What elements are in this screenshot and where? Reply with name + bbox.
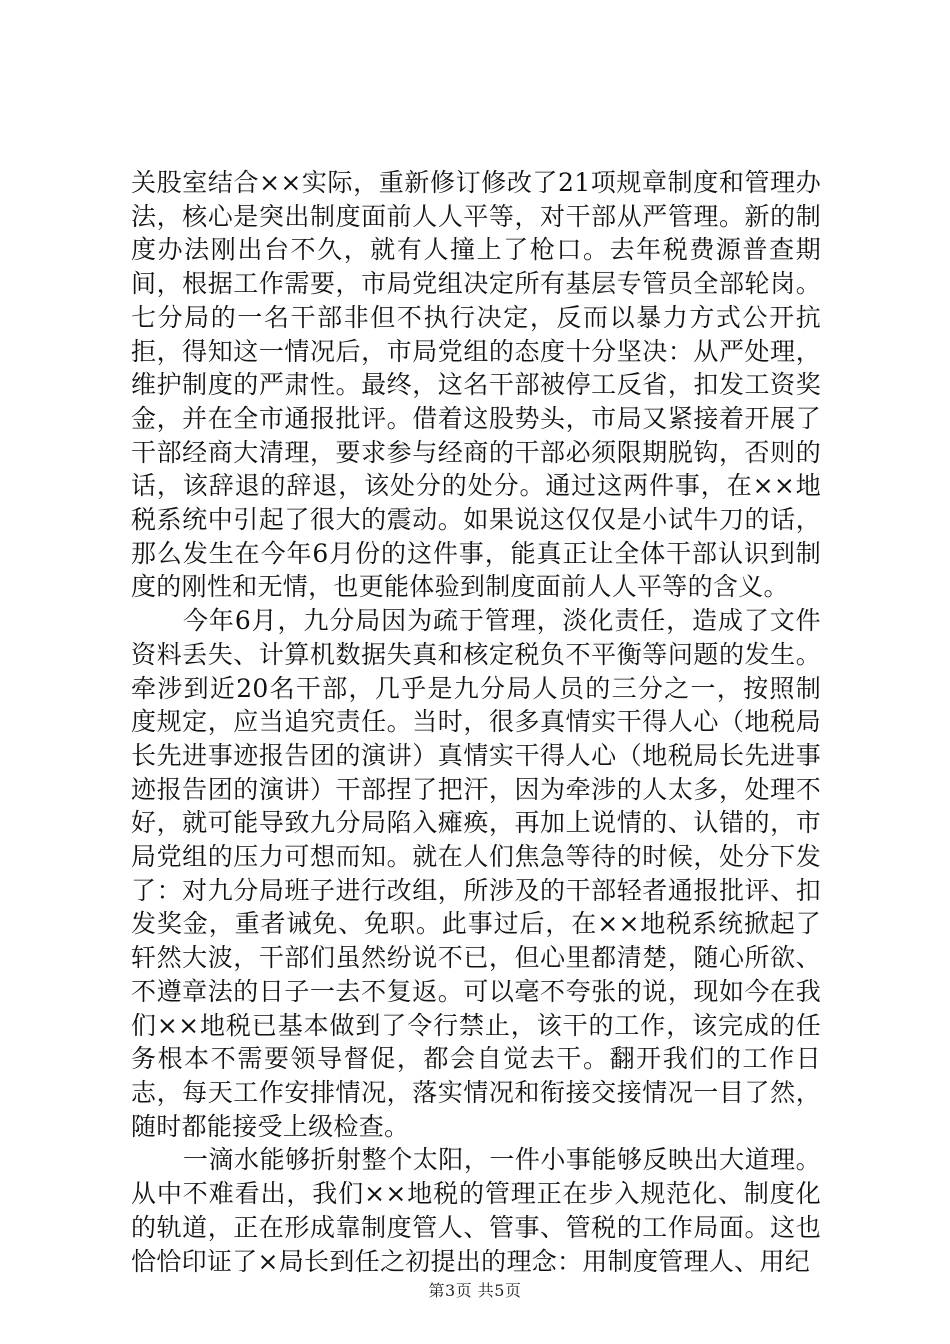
document-body xyxy=(131,166,821,1278)
paragraph-1: 关股室结合××实际，重新修订修改了21项规章制度和管理办法，核心是突出制度面前人人平等，对干部从严管理。新的制度办法刚出台不久，就有人撞上了枪口。去年税费源普查期间，根据工作需要，市局党组决定所有基层专管员全部轮岗。七分局的一名干部非但不执行决定，反而以暴力方式公开抗拒，得知这一情况后，市局党组的态度十分坚决：从严处理，维护制度的严肃性。最终，这名干部被停工反省，扣发工资奖金，并在全市通报批评。借着这股势头，市局又紧接着开展了干部经商大清理，要求参与经商的干部必须限期脱钩，否则的话，该辞退的辞退，该处分的处分。通过这两件事，在××地税系统中引起了很大的震动。如果说这仅仅是小试牛刀的话，那么发生在今年6月份的这件事，能真正让全体干部认识到制度的刚性和无情，也更能体验到制度面前人人平等的含义。 xyxy=(131,168,821,602)
paragraph-2: 今年6月，九分局因为疏于管理，淡化责任，造成了文件资料丢失、计算机数据失真和核定税负不平衡等问题的发生。牵涉到近20名干部，几乎是九分局人员的三分之一，按照制度规定，应当追究责任。当时，很多真情实干得人心（地税局长先进事迹报告团的演讲）真情实干得人心（地税局长先进事迹报告团的演讲）干部捏了把汗，因为牵涉的人太多，处理不好，就可能导致九分局陷入瘫痪，再加上说情的、认错的，市局党组的压力可想而知。就在人们焦急等待的时候，处分下发了：对九分局班子进行改组，所涉及的干部轻者通报批评、扣发奖金，重者诫免、免职。此事过后，在××地税系统掀起了轩然大波，干部们虽然纷说不已，但心里都清楚，随心所欲、不遵章法的日子一去不复返。可以毫不夸张的说，现如今在我们××地税已基本做到了令行禁止，该干的工作，该完成的任务根本不需要领导督促，都会自觉去干。翻开我们的工作日志，每天工作安排情况，落实情况和衔接交接情况一目了然，随时都能接受上级检查。 xyxy=(131,606,821,1141)
page-footer: 第3页 共5页 xyxy=(428,1281,522,1300)
paragraph-3: 一滴水能够折射整个太阳，一件小事能够反映出大道理。从中不难看出，我们××地税的管理正在步入规范化、制度化的轨道，正在形成靠制度管人、管事、管税的工作局面。这也恰恰印证了×局长到任之初提出的理念：用制度管理人、用纪 xyxy=(131,1145,821,1276)
